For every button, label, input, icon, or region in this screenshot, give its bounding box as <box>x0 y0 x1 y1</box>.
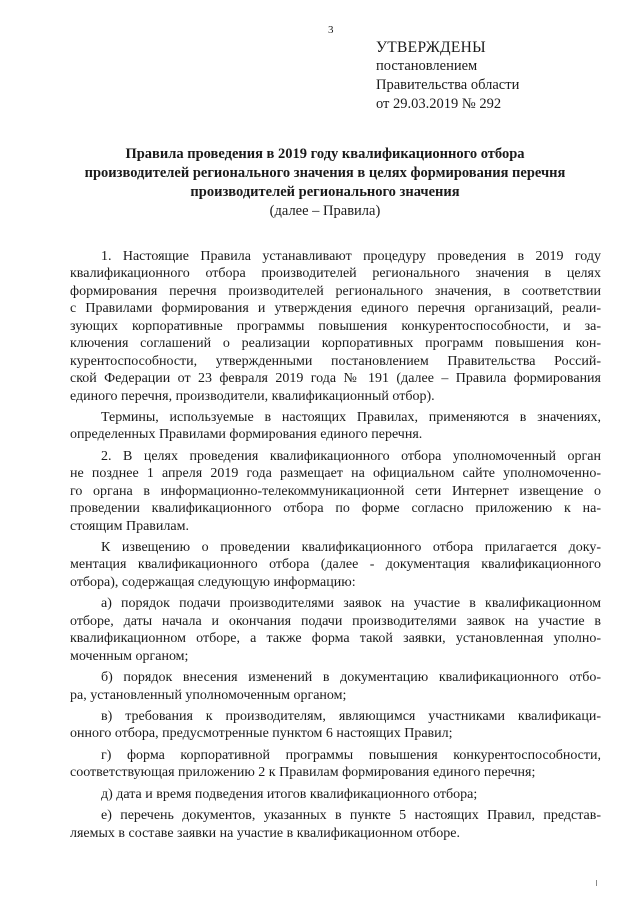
paragraph-line: не позднее 1 апреля 2019 года размещает на официальном сайте уполномоченно- <box>70 466 601 482</box>
paragraph <box>70 409 601 444</box>
paragraph-line: в) требования к производителям, являющимся участниками квалификаци- <box>101 708 601 724</box>
approval-line-2: Правительства области <box>376 77 520 93</box>
heading-line-3: производителей регионального значения <box>190 184 460 200</box>
paragraph-line: ляемых в составе заявки на участие в квалификационном отборе. <box>70 825 460 841</box>
paragraph-line: ключения соглашений о реализации корпоративных программ повышения кон- <box>70 336 601 352</box>
paragraph-line: онного отбора, предусмотренные пунктом 6 настоящих Правил; <box>70 726 453 742</box>
paragraph-line: го органа в информационно-телекоммуникационной сети Интернет извещение о <box>70 483 601 499</box>
paragraph <box>70 708 601 743</box>
paragraph <box>70 248 601 405</box>
paragraph-line: б) порядок внесения изменений в документацию квалификационного отбо- <box>101 670 601 686</box>
paragraph <box>70 539 601 591</box>
paragraph-line: курентоспособности, утвержденными постановлением Правительства Россий- <box>70 353 601 369</box>
paragraph-line: проведении квалификационного отбора по форме согласно приложению к на- <box>70 501 601 517</box>
paragraph-line: формирования перечня производителей регионального значения, в соответствии <box>70 283 601 299</box>
paragraph <box>70 669 601 704</box>
paragraph <box>70 595 601 665</box>
approval-line-3: от 29.03.2019 № 292 <box>376 96 502 112</box>
heading-subtitle: (далее – Правила) <box>269 203 381 219</box>
approval-block <box>376 38 519 114</box>
paragraph-line: моченным органом; <box>70 648 189 664</box>
heading-line-1: Правила проведения в 2019 году квалификационного отбора <box>125 146 525 162</box>
paragraph-line: стоящим Правилам. <box>70 518 189 534</box>
paragraph-line: отборе, даты начала и окончания подачи производителями заявок на участие в <box>70 613 601 629</box>
paragraph-line: а) порядок подачи производителями заявок на участие в квалификационном <box>101 596 601 612</box>
approval-line-1: постановлением <box>376 58 478 74</box>
approval-title: УТВЕРЖДЕНЫ <box>376 39 486 56</box>
paragraph-line: ской Федерации от 23 февраля 2019 года № 191 (далее – Правила формирования <box>70 371 601 387</box>
scan-mark <box>596 880 597 886</box>
paragraph-line: ментация квалификационного отбора (далее - документация квалификационного <box>70 557 601 573</box>
document-body <box>70 248 601 842</box>
paragraph-line: отбора), содержащая следующую информацию: <box>70 574 356 590</box>
paragraph <box>70 747 601 782</box>
paragraph-line: г) форма корпоративной программы повышения конкурентоспособности, <box>101 747 601 763</box>
page-number: 3 <box>328 24 334 36</box>
paragraph <box>70 807 601 842</box>
paragraph <box>70 448 601 535</box>
paragraph-line: ра, установленный уполномоченным органом; <box>70 687 347 703</box>
paragraph-line: д) дата и время подведения итогов квалификационного отбора; <box>101 786 478 802</box>
paragraph-line: 1. Настоящие Правила устанавливают процедуру проведения в 2019 году <box>101 249 601 264</box>
document-heading <box>60 145 590 221</box>
paragraph-line: Термины, используемые в настоящих Правилах, применяются в значениях, <box>101 409 601 425</box>
paragraph-line: квалификационном отборе, а также форма такой заявки, установленная уполно- <box>70 631 601 647</box>
paragraph-line: е) перечень документов, указанных в пункте 5 настоящих Правил, представ- <box>101 808 601 824</box>
paragraph-line: квалификационного отбора производителей регионального значения в целях <box>70 266 601 282</box>
paragraph-line: К извещению о проведении квалификационного отбора прилагается доку- <box>101 540 601 555</box>
heading-line-2: производителей регионального значения в целях формирования перечня <box>84 165 566 181</box>
paragraph-line: зующих корпоративные программы повышения конкурентоспособности, и за- <box>70 318 601 334</box>
paragraph-line: единого перечня, производители, квалификационный отбор). <box>70 388 435 404</box>
paragraph-line: 2. В целях проведения квалификационного отбора уполномоченный орган <box>101 448 601 464</box>
paragraph-line: определенных Правилами формирования единого перечня. <box>70 427 423 443</box>
paragraph-line: с Правилами формирования и утверждения единого перечня организаций, реали- <box>70 301 601 317</box>
paragraph-line: соответствующая приложению 2 к Правилам формирования единого перечня; <box>70 765 536 781</box>
paragraph <box>70 786 601 803</box>
